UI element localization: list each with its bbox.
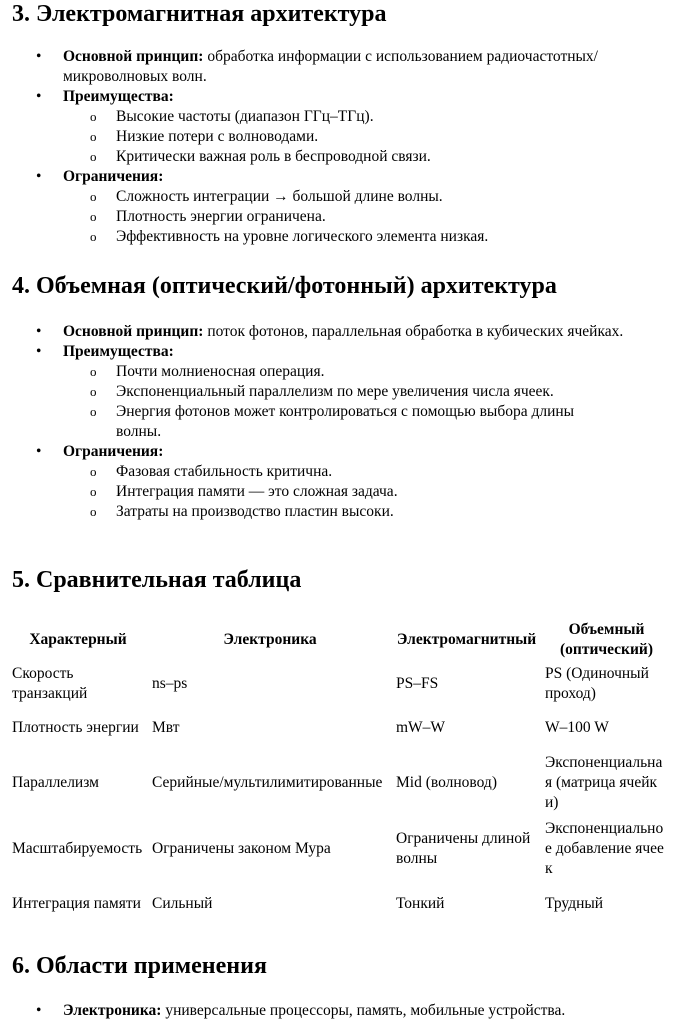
table-cell: Ограничены законом Мура [152, 840, 331, 857]
section-6-title: 6. Области применения [12, 953, 267, 979]
principle-text: обработка информации с использованием радиочастотных/микроволновых волн. [63, 48, 598, 85]
table-cell: Масштабируемость [12, 840, 143, 857]
table-row [8, 706, 672, 750]
advantages-label: Преимущества: [63, 88, 174, 105]
table-cell: Мвт [152, 719, 180, 736]
sub-item: o Эффективность на уровне логического элемента низкая. [63, 227, 662, 247]
section-6-list [0, 1001, 680, 1021]
table-cell: Экспоненциальное добавление ячеек [545, 820, 664, 877]
sub-item: o Низкие потери с волноводами. [63, 127, 662, 147]
list-item [0, 342, 680, 442]
list-item [0, 322, 680, 342]
table-row [8, 816, 672, 882]
principle-label: Основной принцип: [63, 323, 204, 340]
advantages-label: Преимущества: [63, 343, 174, 360]
table-header: Объемный (оптический) [559, 621, 654, 658]
principle-text: поток фотонов, параллельная обработка в кубических ячейках. [203, 323, 624, 340]
table-cell: mW–W [396, 719, 446, 736]
table-cell: Экспоненциальная (матрица ячейки) [545, 754, 663, 811]
electronics-label: Электроника: [63, 1002, 162, 1019]
table-header: Характерный [29, 631, 127, 648]
sub-item: o Экспоненциальный параллелизм по мере увеличения числа ячеек. [63, 382, 662, 402]
table-cell: Тонкий [396, 895, 445, 912]
limitations-label: Ограничения: [63, 443, 164, 460]
sub-item: o Почти молниеносная операция. [63, 362, 662, 382]
section-3-title: 3. Электромагнитная архитектура [12, 1, 387, 27]
table-row [8, 662, 672, 706]
table-cell: Интеграция памяти [12, 895, 141, 912]
sub-item: o Высокие частоты (диапазон ГГц–ТГц). [63, 107, 662, 127]
table-row [8, 882, 672, 926]
table-cell: Mid (волновод) [396, 774, 497, 791]
table-cell: Серийные/мультилимитированные [152, 774, 383, 791]
section-4-title: 4. Объемная (оптический/фотонный) архитектура [12, 273, 557, 299]
principle-label: Основной принцип: [63, 48, 204, 65]
table-cell: ns–ps [152, 675, 188, 692]
table-cell: Скорость транзакций [12, 665, 88, 702]
table-cell: PS–FS [396, 675, 439, 692]
sub-item: o Фазовая стабильность критична. [63, 462, 662, 482]
list-item [0, 87, 680, 167]
section-4-list [0, 322, 680, 522]
limitations-label: Ограничения: [63, 168, 164, 185]
sub-item: o Сложность интеграции → большой длине волны. [63, 187, 662, 207]
table-cell: Ограничены длиной волны [396, 830, 531, 867]
comparison-table [8, 618, 672, 926]
table-cell: W–100 W [545, 719, 609, 736]
sub-item: o Критически важная роль в беспроводной связи. [63, 147, 662, 167]
sub-item: o Затраты на производство пластин высоки. [63, 502, 662, 522]
table-header: Электроника [223, 631, 317, 648]
table-header: Электромагнитный [396, 631, 537, 648]
list-item [0, 442, 680, 522]
list-item [0, 1001, 680, 1021]
table-cell: PS (Одиночный проход) [545, 665, 649, 702]
sub-item: o Интеграция памяти — это сложная задача. [63, 482, 662, 502]
section-3-list [0, 47, 680, 247]
sub-item: o Плотность энергии ограничена. [63, 207, 662, 227]
table-cell: Сильный [152, 895, 213, 912]
table-header-row [8, 618, 672, 662]
list-item [0, 47, 680, 87]
table-cell: Плотность энергии [12, 719, 139, 736]
table-cell: Трудный [545, 895, 604, 912]
electronics-text: универсальные процессоры, память, мобильные устройства. [161, 1002, 566, 1019]
sub-item: o Энергия фотонов может контролироваться с помощью выбора длины волны. [63, 402, 662, 442]
table-cell: Параллелизм [12, 774, 99, 791]
list-item [0, 167, 680, 247]
section-5-title: 5. Сравнительная таблица [12, 567, 302, 593]
table-row [8, 750, 672, 816]
